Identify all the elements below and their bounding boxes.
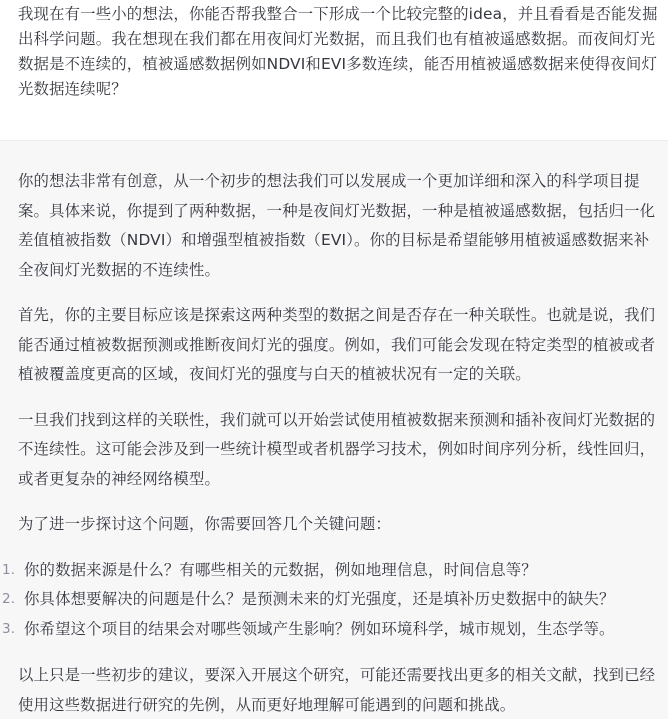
assistant-paragraph-4: 为了进一步探讨这个问题，你需要回答几个关键问题： xyxy=(18,515,391,533)
list-item-text: 你的数据来源是什么？有哪些相关的元数据，例如地理信息，时间信息等？ xyxy=(24,560,537,579)
list-item-text: 你具体想要解决的问题是什么？是预测未来的灯光强度，还是填补历史数据中的缺失？ xyxy=(24,590,615,608)
list-item-number: 1. xyxy=(2,561,16,578)
assistant-paragraph-3: 一旦我们找到这样的关联性，我们就可以开始尝试使用植被数据来预测和插补夜间灯光数据的不连续性。这可能会涉及到一些统计模型或者机器学习技术，例如时间序列分析，线性回归，或者更复杂的神经网络模型。 xyxy=(18,410,656,488)
user-message xyxy=(0,0,668,140)
user-message-text: 我现在有一些小的想法，你能否帮我整合一下形成一个比较完整的idea，并且看看是否能发掘出科学问题。我在想现在我们都在用夜间灯光数据，而且我们也有植被遥感数据。而夜间灯光数据是不连续的，植被遥感数据例如NDVI和EVI多数连续，能否用植被遥感数据来使得夜间灯光数据连续呢？ xyxy=(18,5,658,98)
assistant-paragraph-1: 你的想法非常有创意，从一个初步的想法我们可以发展成一个更加详细和深入的科学项目提案。具体来说，你提到了两种数据，一种是夜间灯光数据，一种是植被遥感数据，包括归一化差值植被指数（NDVI）和增强型植被指数（EVI）。你的目标是希望能够用植被遥感数据来补全夜间灯光数据的不连续性。 xyxy=(18,172,656,279)
list-item xyxy=(2,615,644,645)
list-item-text: 你希望这个项目的结果会对哪些领域产生影响？例如环境科学，城市规划，生态学等。 xyxy=(24,619,615,638)
list-item-number: 3. xyxy=(2,620,16,637)
list-item-number: 2. xyxy=(2,591,16,607)
list-item xyxy=(2,556,644,586)
question-list xyxy=(2,556,660,645)
list-item xyxy=(2,585,644,615)
assistant-message xyxy=(0,141,668,719)
assistant-paragraph-2: 首先，你的主要目标应该是探索这两种类型的数据之间是否存在一种关联性。也就是说，我们能否通过植被数据预测或推断夜间灯光的强度。例如，我们可能会发现在特定类型的植被或者植被覆盖度更高的区域，夜间灯光的强度与白天的植被状况有一定的关联。 xyxy=(18,306,656,383)
assistant-closing-paragraph: 以上只是一些初步的建议，要深入开展这个研究，可能还需要找出更多的相关文献，找到已经使用这些数据进行研究的先例，从而更好地理解可能遇到的问题和挑战。 xyxy=(18,666,656,714)
